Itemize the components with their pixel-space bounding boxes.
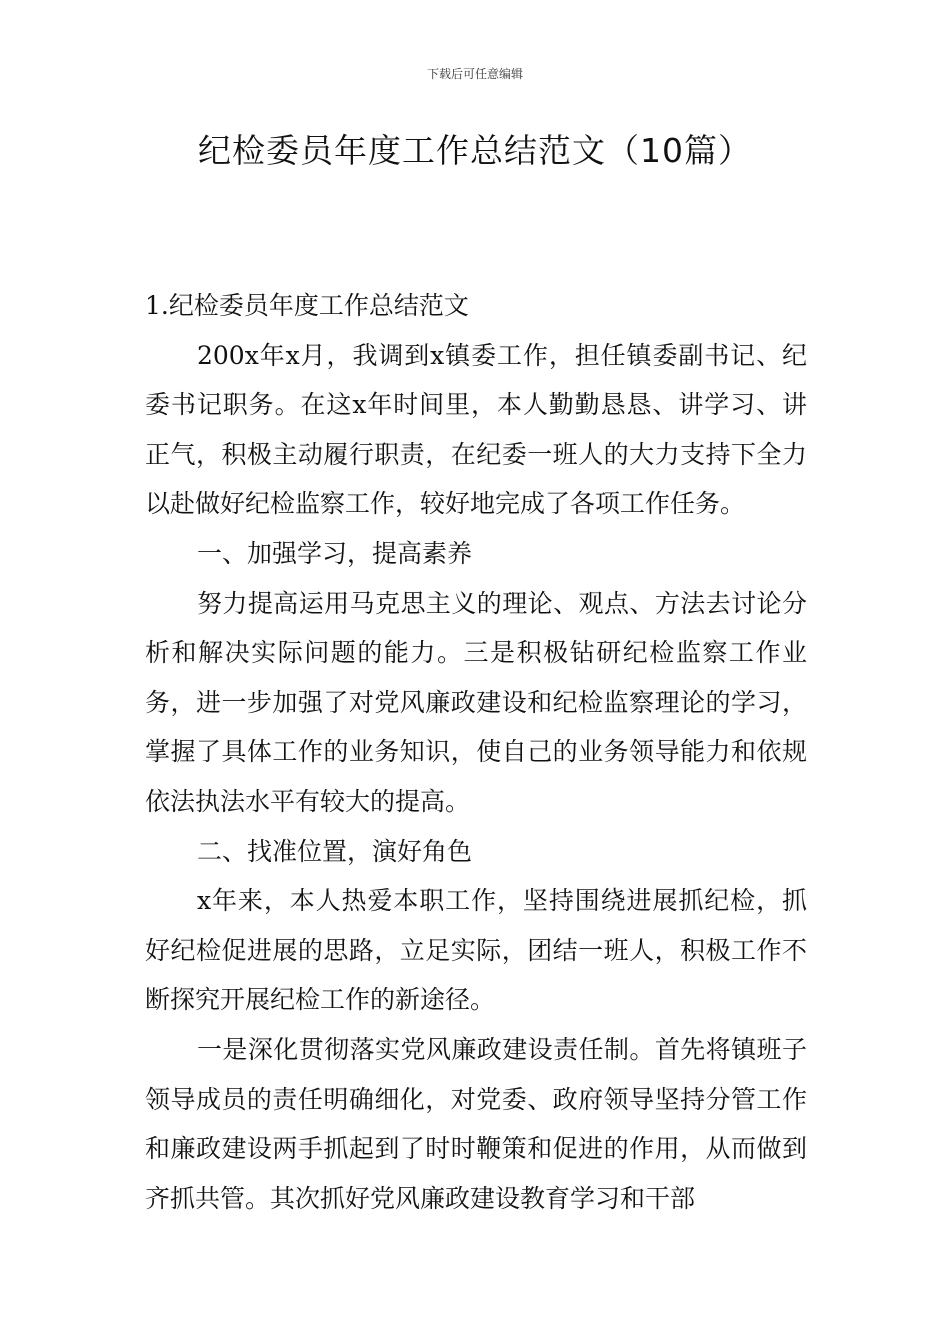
document-title: 纪检委员年度工作总结范文（10篇） xyxy=(198,131,752,170)
subheading-study: 一、加强学习，提高素养 xyxy=(197,538,473,568)
paragraph-study: 努力提高运用马克思主义的理论、观点、方法去讨论分析和解决实际问题的能力。三是积极钻研纪检监察工作业务，进一步加强了对党风廉政建设和纪检监察理论的学习，掌握了具体工作的业务知识，使自己的业务领导能力和依规依法执法水平有较大的提高。 xyxy=(145,588,807,816)
document-body xyxy=(145,281,807,1223)
header-note: 下载后可任意编辑 xyxy=(426,67,523,81)
paragraph-position: x年来，本人热爱本职工作，坚持围绕进展抓纪检，抓好纪检促进展的思路，立足实际，团结一班人，积极工作不断探究开展纪检工作的新途径。 xyxy=(145,886,807,1015)
paragraph-responsibility: 一是深化贯彻落实党风廉政建设责任制。首先将镇班子领导成员的责任明确细化，对党委、政府领导坚持分管工作和廉政建设两手抓起到了时时鞭策和促进的作用，从而做到齐抓共管。其次抓好党风廉政建设教育学习和干部 xyxy=(145,1034,807,1213)
paragraph-intro: 200x年x月，我调到x镇委工作，担任镇委副书记、纪委书记职务。在这x年时间里，本人勤勤恳恳、讲学习、讲正气，积极主动履行职责，在纪委一班人的大力支持下全力以赴做好纪检监察工作，较好地完成了各项工作任务。 xyxy=(145,340,807,519)
section-heading: 1.纪检委员年度工作总结范文 xyxy=(145,291,469,320)
subheading-position: 二、找准位置，演好角色 xyxy=(197,836,473,866)
